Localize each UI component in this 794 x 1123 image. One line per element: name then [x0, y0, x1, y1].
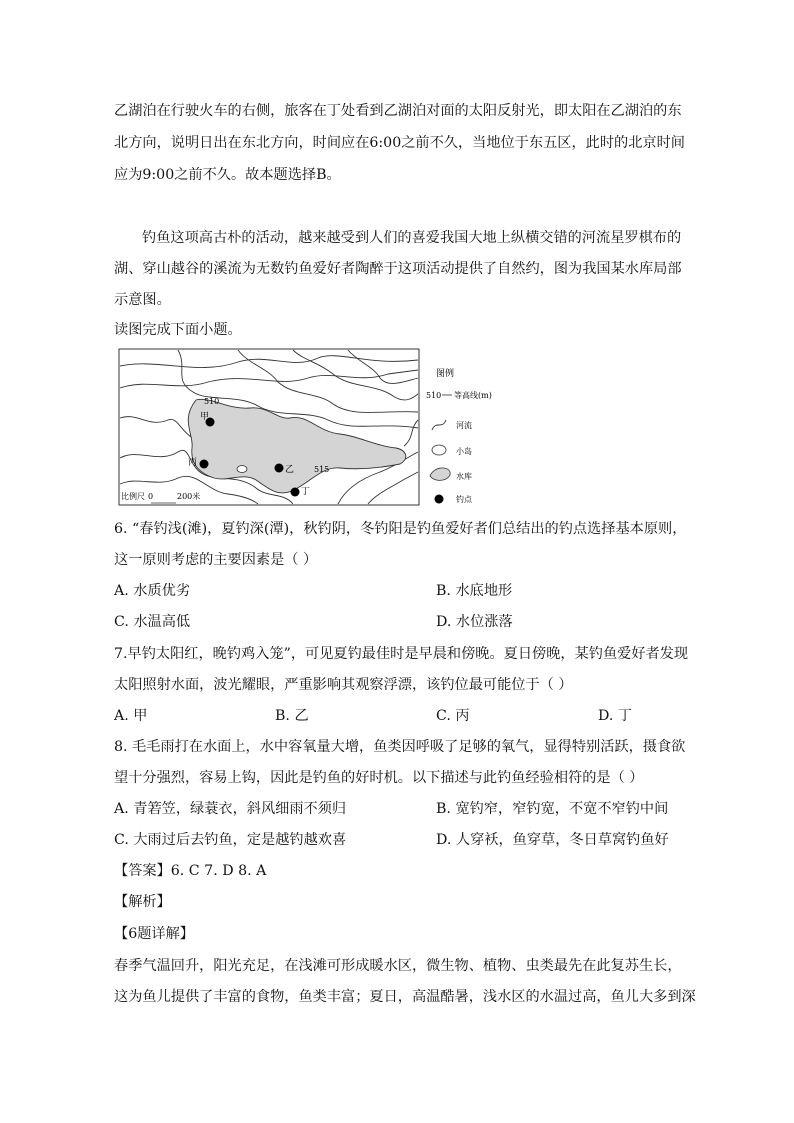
q8-option-b[interactable]: B. 宽钓窄，窄钓宽，不宽不窄钓中间 [436, 801, 669, 817]
q7-option-b[interactable]: B. 乙 [275, 708, 309, 724]
prev-solution-line-2: 北方向，说明日出在东北方向，时间应在6:00之前不久，当地位于东五区，此时的北京时间 [114, 135, 685, 151]
analysis-header: 【解析】 [114, 894, 171, 910]
passage-line-1: 钓鱼这项高古朴的活动，越来越受到人们的喜爱我国大地上纵横交错的河流星罗棋布的 [142, 230, 682, 246]
legend-point-icon [435, 495, 444, 504]
q6-option-c[interactable]: C. 水温高低 [114, 614, 191, 630]
scale-label: 比例尺 [121, 492, 145, 501]
q6-stem-line-2: 这一原则考虑的主要因素是（ ） [114, 552, 318, 568]
q8-stem-line-2: 望十分强烈，容易上钩，因此是钓鱼的好时机。以下描述与此钓鱼经验相符的是（ ） [114, 770, 644, 786]
q7-option-d[interactable]: D. 丁 [598, 708, 633, 724]
contour-label-515: 515 [314, 465, 330, 474]
legend-river: 河流 [456, 421, 472, 430]
q6-option-b[interactable]: B. 水底地形 [436, 583, 513, 599]
q6-option-d[interactable]: D. 水位涨落 [436, 614, 513, 630]
q6-detail-line-1: 春季气温回升，阳光充足，在浅滩可形成暖水区，微生物、植物、虫类最先在此复苏生长， [114, 958, 682, 974]
point-label-jia: 甲 [200, 412, 210, 422]
reservoir-map [118, 348, 498, 508]
fishing-point-yi [275, 464, 284, 473]
q7-stem-line-1: 7.早钓太阳红，晚钓鸡入笼”，可见夏钓最佳时是早晨和傍晚。夏日傍晚，某钓鱼爱好者发现 [114, 646, 689, 662]
scale-zero: 0 [148, 492, 154, 501]
contour-label-510: 510 [204, 397, 220, 406]
legend-reservoir-icon [430, 468, 450, 480]
legend-island-icon [432, 445, 446, 455]
point-label-bing: 丙 [188, 458, 198, 468]
q6-detail-line-2: 这为鱼儿提供了丰富的食物，鱼类丰富；夏日，高温酷暑，浅水区的水温过高，鱼儿大多到深 [114, 989, 696, 1005]
legend-river-icon [432, 420, 446, 430]
point-label-ding: 丁 [301, 487, 311, 497]
q6-stem-line-1: 6. “春钓浅(滩)，夏钓深(潭)，秋钓阴，冬钓阳是钓鱼爱好者们总结出的钓点选择基本原则， [114, 521, 687, 537]
fishing-point-ding [291, 488, 300, 497]
passage-line-3: 示意图。 [114, 292, 171, 308]
legend-reservoir: 水库 [456, 472, 472, 481]
island [237, 466, 247, 473]
passage-line-2: 湖、穿山越谷的溪流为无数钓鱼爱好者陶醉于这项活动提供了自然约，图为我国某水库局部 [114, 261, 682, 277]
q7-option-a[interactable]: A. 甲 [114, 708, 148, 724]
prev-solution-line-3: 应为9:00之前不久。故本题选择B。 [114, 167, 341, 183]
legend-contour: 等高线(m) [454, 391, 492, 400]
legend-point: 钓点 [456, 495, 472, 504]
q8-option-a[interactable]: A. 青箬笠，绿蓑衣，斜风细雨不须归 [114, 801, 347, 817]
point-label-yi: 乙 [285, 465, 295, 475]
fishing-point-bing [200, 460, 209, 469]
prev-solution-line-1: 乙湖泊在行驶火车的右侧，旅客在丁处看到乙湖泊对面的太阳反射光，即太阳在乙湖泊的东 [114, 103, 682, 119]
q7-stem-line-2: 太阳照射水面，波光耀眼，严重影响其观察浮漂，该钓位最可能位于（ ） [114, 677, 573, 693]
q6-detail-header: 【6题详解】 [114, 926, 194, 942]
instruction: 读图完成下面小题。 [114, 322, 242, 338]
legend-title: 图例 [436, 369, 455, 379]
legend-contour-value: 510 [426, 391, 442, 400]
q7-option-c[interactable]: C. 丙 [436, 708, 470, 724]
answer-line: 【答案】6. C 7. D 8. A [114, 863, 267, 879]
q8-stem-line-1: 8. 毛毛雨打在水面上，水中容氧量大增，鱼类因呼吸了足够的氧气，显得特别活跃，摄食欲 [114, 739, 686, 755]
q8-option-c[interactable]: C. 大雨过后去钓鱼，定是越钓越欢喜 [114, 832, 347, 848]
legend-island: 小岛 [456, 447, 472, 456]
q6-option-a[interactable]: A. 水质优劣 [114, 583, 191, 599]
q8-option-d[interactable]: D. 人穿袄，鱼穿草，冬日草窝钓鱼好 [436, 832, 669, 848]
scale-value: 200米 [177, 492, 201, 501]
